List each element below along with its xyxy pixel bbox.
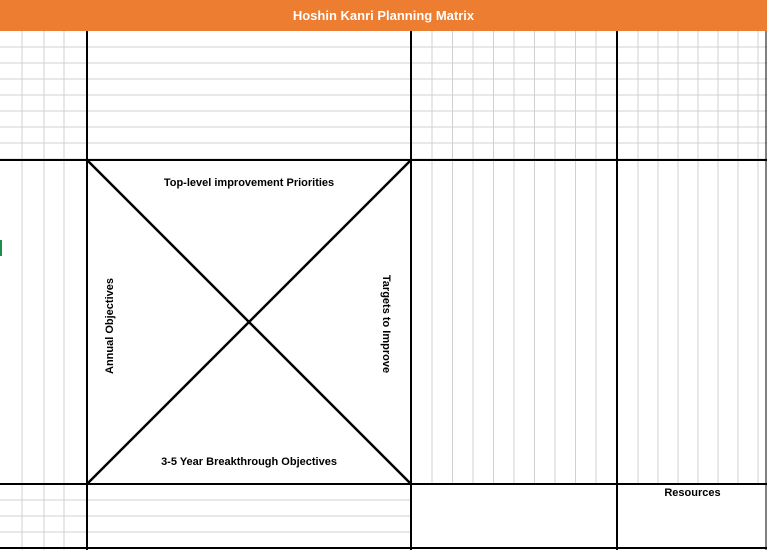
selection-edge-marker xyxy=(0,240,2,256)
matrix-title: Hoshin Kanri Planning Matrix xyxy=(292,8,475,23)
resources-label: Resources xyxy=(664,487,721,499)
annual-objectives-label: Annual Objectives xyxy=(104,278,116,374)
breakthrough-objectives-label: 3-5 Year Breakthrough Objectives xyxy=(161,456,337,468)
targets-to-improve-label: Targets to Improve xyxy=(380,274,392,374)
top-priorities-label: Top-level improvement Priorities xyxy=(163,177,335,189)
